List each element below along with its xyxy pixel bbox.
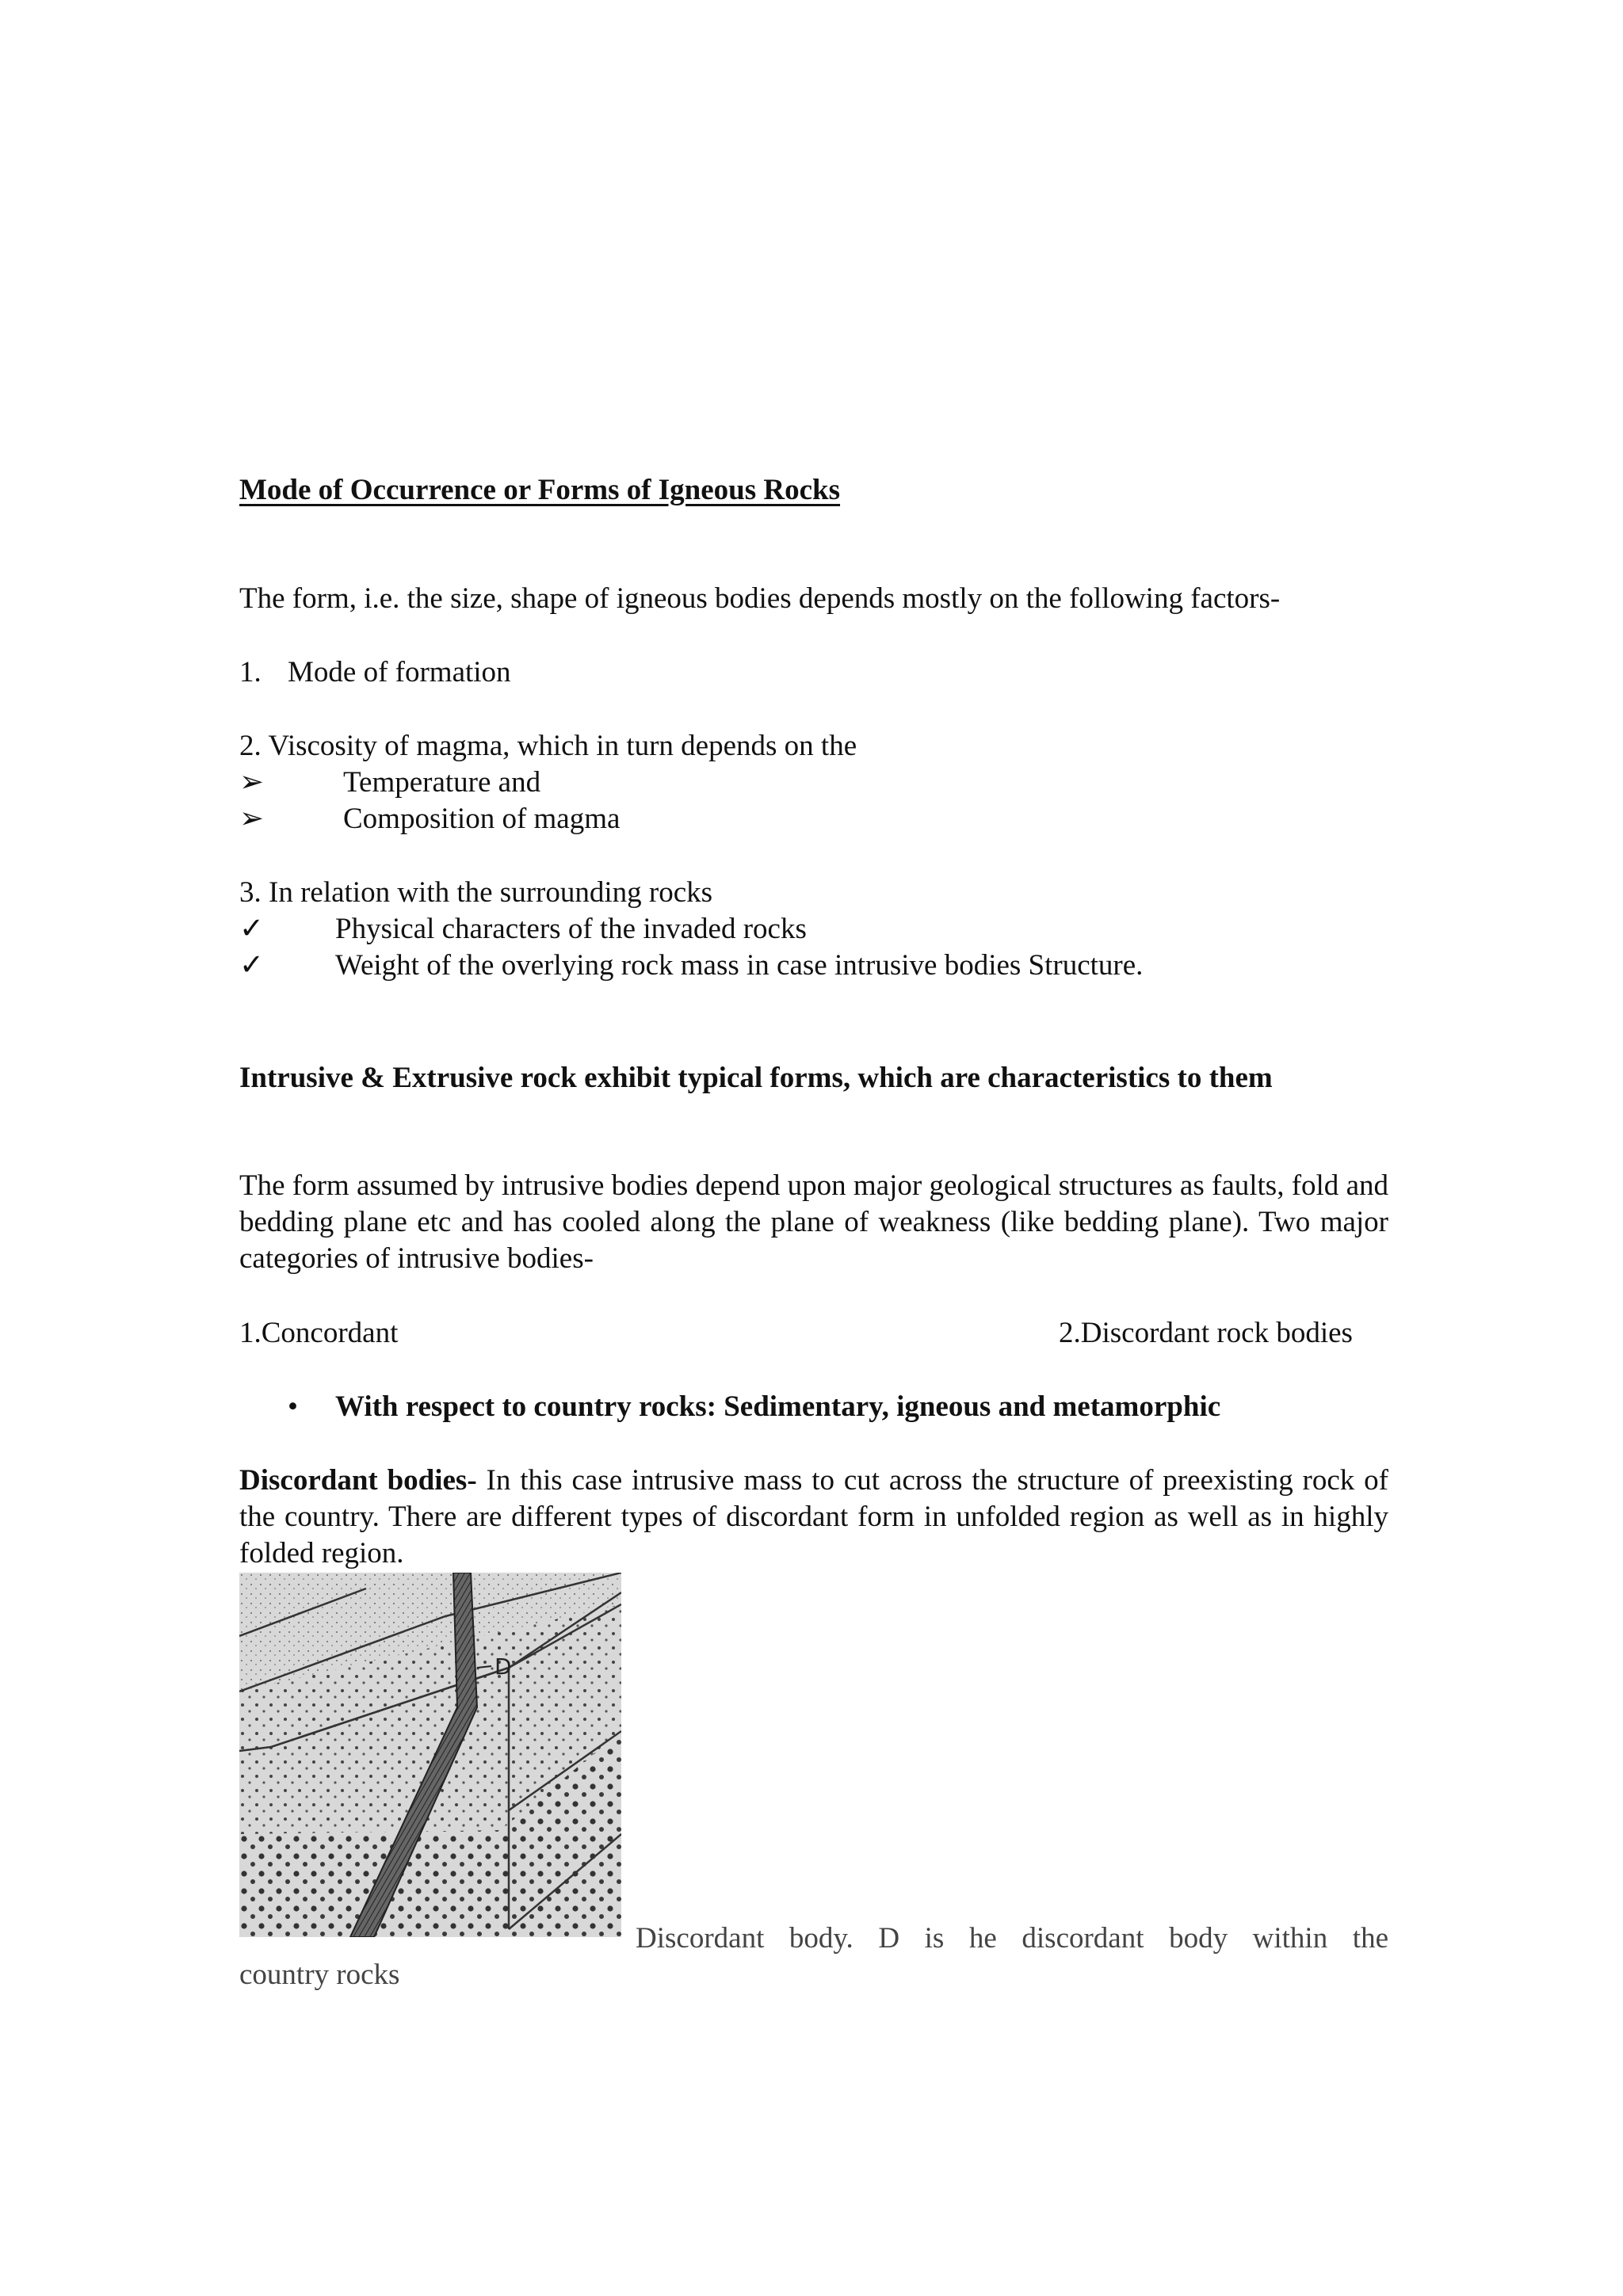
label-d: D <box>495 1653 512 1680</box>
category-concordant: 1.Concordant <box>239 1317 399 1349</box>
figure-caption-line2: country rocks <box>239 1958 400 1991</box>
discordant-text: In this case intrusive mass to cut across the structure of preexisting rock of the country. There are different types of discordant form in unfolded region as well as in highly folded region. <box>239 1464 1388 1569</box>
country-rocks-bullet: With respect to country rocks: Sedimentary, igneous and metamorphic <box>335 1390 1221 1423</box>
factor-3-item: Weight of the overlying rock mass in case intrusive bodies Structure. <box>335 949 1144 982</box>
factor-2-label: 2. Viscosity of magma, which in turn depends on the <box>239 730 857 762</box>
arrow-bullet-icon: ➢ <box>239 766 265 799</box>
factor-3-item: Physical characters of the invaded rocks <box>335 913 807 945</box>
page-title: Mode of Occurrence or Forms of Igneous Rocks <box>239 474 841 506</box>
factor-1-number: 1. <box>239 656 262 688</box>
factor-3-label: 3. In relation with the surrounding rocks <box>239 876 713 909</box>
intro-text: The form, i.e. the size, shape of igneous bodies depends mostly on the following factors- <box>239 582 1281 615</box>
figure-caption-line1: Discordant body. D is he discordant body within the <box>636 1922 1388 1955</box>
section-heading: Intrusive & Extrusive rock exhibit typical forms, which are characteristics to them <box>239 1062 1273 1094</box>
factor-2-item: Temperature and <box>343 766 541 799</box>
discordant-body-figure <box>239 1573 621 1937</box>
bullet-icon: • <box>288 1390 298 1423</box>
checkmark-icon: ✓ <box>239 913 265 945</box>
discordant-term: Discordant bodies- <box>239 1464 477 1497</box>
arrow-bullet-icon: ➢ <box>239 803 265 835</box>
intrusive-paragraph: The form assumed by intrusive bodies depend upon major geological structures as faults, fold and bedding plane etc and has cooled along the plane of weakness (like bedding plane). Two major categories of intrusive bodies- <box>239 1169 1388 1275</box>
checkmark-icon: ✓ <box>239 949 265 982</box>
factor-2-item: Composition of magma <box>343 803 621 835</box>
discordant-paragraph <box>239 1463 1388 1572</box>
factor-1-label: Mode of formation <box>288 656 511 688</box>
category-discordant: 2.Discordant rock bodies <box>1059 1317 1353 1349</box>
